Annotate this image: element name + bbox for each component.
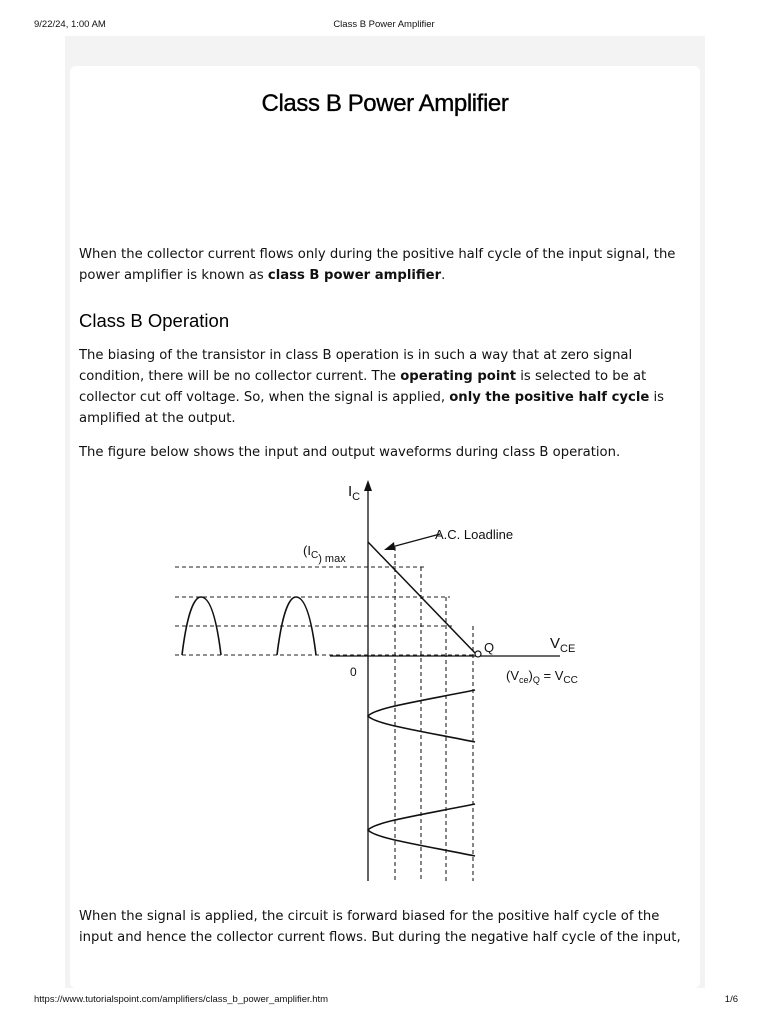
loadline-pointer-arrow-icon xyxy=(384,542,395,550)
x-axis-label: $V_{CE}$ xyxy=(550,635,576,655)
print-header xyxy=(0,0,768,30)
positive-half-cycle-term: only the positive half cycle xyxy=(449,390,650,405)
class-b-waveform-figure xyxy=(170,476,610,886)
q-label: Q xyxy=(484,640,495,655)
closing-paragraph: When the signal is applied, the circuit is forward biased for the positive half cycle of the input and hence the collector current flows. But during the negative half cycle of the input, xyxy=(79,909,681,945)
print-page-number: 1/6 xyxy=(724,994,738,1005)
y-axis-label: $I_C$ xyxy=(348,483,361,503)
print-page-title: Class B Power Amplifier xyxy=(333,19,435,30)
article-title: Class B Power Amplifier xyxy=(261,90,509,117)
article-card xyxy=(70,66,700,988)
operating-point-term: operating point xyxy=(400,369,517,384)
vce-q-label: $(V_{ce})_Q = V_{CC}$ xyxy=(506,668,578,686)
origin-label: 0 xyxy=(350,665,357,679)
q-point xyxy=(475,651,481,657)
intro-paragraph: When the collector current flows only during the positive half cycle of the input signal, the power amplifier is known as class B power amplifier. xyxy=(79,247,676,283)
y-axis-arrow-icon xyxy=(364,480,372,491)
operation-paragraph: The biasing of the transistor in class B operation is in such a way that at zero signal condition, there will be no collector current. The operating point is selected to be at collector cut off voltage. So, when the signal is applied, only the positive half cycle is amplified at the output. xyxy=(79,348,665,426)
class-b-term: class B power amplifier xyxy=(267,268,442,283)
print-datetime: 9/22/24, 1:00 AM xyxy=(34,19,106,30)
figure-intro-paragraph: The figure below shows the input and output waveforms during class B operation. xyxy=(79,445,621,460)
loadline-label: A.C. Loadline xyxy=(435,527,514,542)
ac-loadline xyxy=(368,542,476,654)
dashed-guide-lines xyxy=(175,547,475,881)
ic-max-label: ($I_{C) max}$ xyxy=(303,543,346,565)
section-heading: Class B Operation xyxy=(79,310,230,331)
loadline-pointer xyxy=(388,534,440,548)
print-url: https://www.tutorialspoint.com/amplifiers/class_b_power_amplifier.htm xyxy=(34,994,329,1005)
